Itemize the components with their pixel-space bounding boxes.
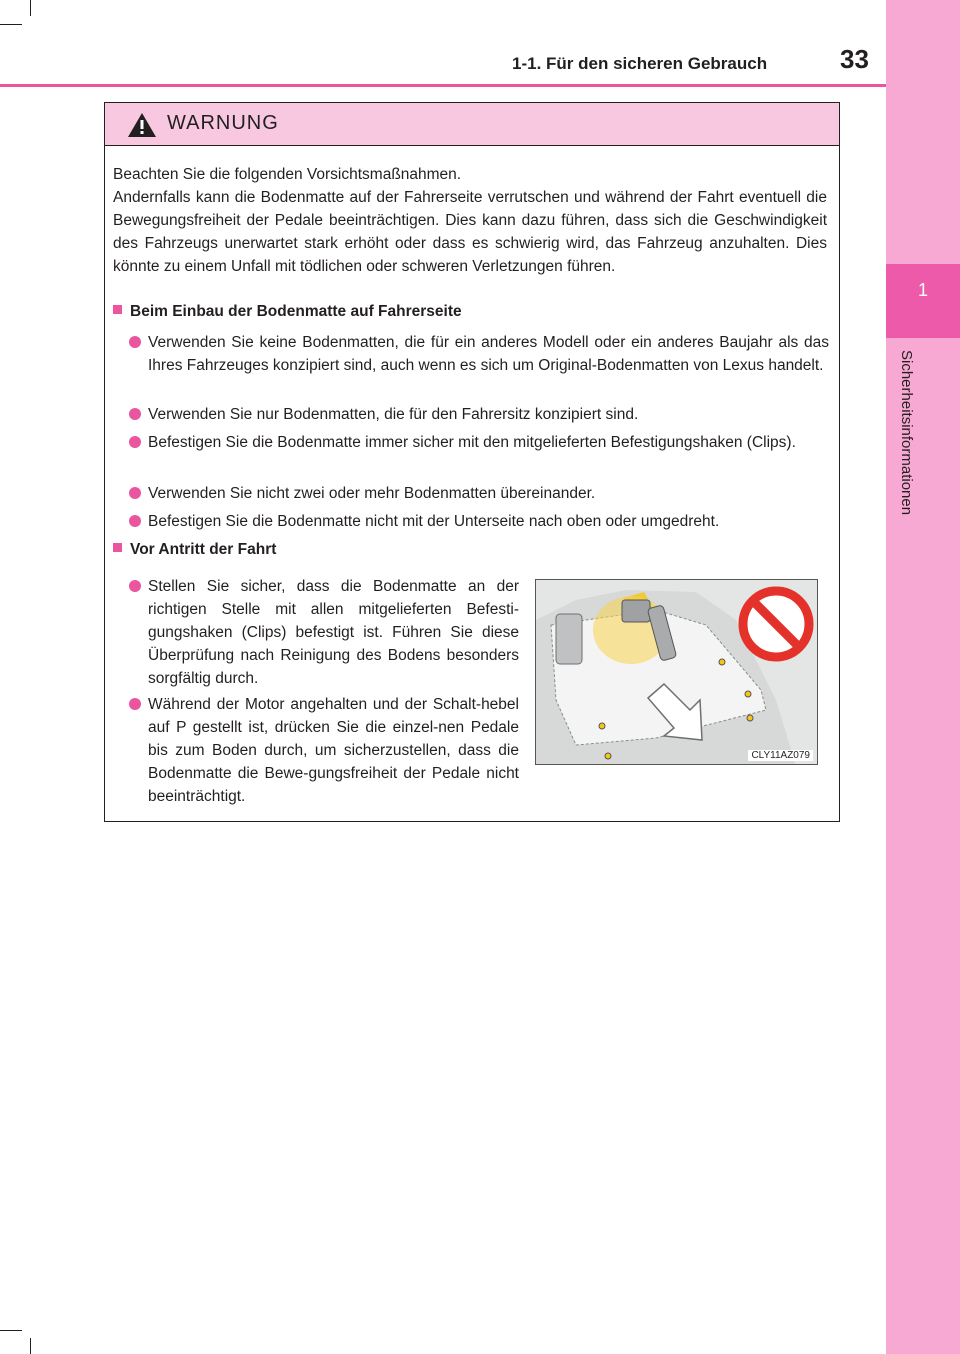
- bullet-dot-icon: [129, 698, 141, 710]
- list-item: Verwenden Sie nicht zwei oder mehr Bodenmatten übereinander.: [129, 482, 829, 505]
- header-rule: [0, 84, 886, 87]
- floor-mat-drawing: [536, 580, 818, 765]
- crop-mark: [30, 0, 31, 16]
- no-symbol-icon: [743, 591, 809, 657]
- list-item: Verwenden Sie nur Bodenmatten, die für den Fahrersitz konzipiert sind.: [129, 403, 829, 426]
- list-item: Stellen Sie sicher, dass die Bodenmatte an der richtigen Stelle mit allen mitgelieferten Befesti-gungshaken (Clips) befestigt ist. Führen Sie diese Überprüfung nach Reinigung des Bodens besonders sorgfältig durch.: [129, 575, 519, 690]
- list-item: Während der Motor angehalten und der Schalt-hebel auf P gestellt ist, drücken Sie die einzel-nen Pedale bis zum Boden durch, um sicherzustellen, dass die Bodenmatte die Bewe-gungsfreiheit der Pedale nicht beeinträchtigt.: [129, 693, 519, 808]
- bullet-dot-icon: [129, 436, 141, 448]
- warning-triangle-icon: [127, 111, 157, 139]
- bullet-dot-icon: [129, 580, 141, 592]
- chapter-tab-active: [886, 264, 960, 338]
- warning-header: [105, 103, 839, 146]
- section-heading: Beim Einbau der Bodenmatte auf Fahrerseite: [113, 303, 462, 321]
- square-bullet-icon: [113, 305, 122, 314]
- bullet-dot-icon: [129, 408, 141, 420]
- warning-box: [104, 102, 840, 822]
- bullet-dot-icon: [129, 336, 141, 348]
- illustration-code: CLY11AZ079: [748, 750, 813, 761]
- list-item: Befestigen Sie die Bodenmatte nicht mit der Unterseite nach oben oder umgedreht.: [129, 510, 829, 533]
- list-item: Verwenden Sie keine Bodenmatten, die für ein anderes Modell oder ein anderes Baujahr als das Ihres Fahrzeuges konzipiert sind, auch wenn es sich um Original-Bodenmatten von Lexus handelt.: [129, 331, 829, 377]
- chapter-side-tab: [886, 0, 960, 1354]
- floor-mat-illustration: [535, 579, 818, 765]
- crop-mark: [0, 24, 22, 25]
- square-bullet-icon: [113, 543, 122, 552]
- warning-title: WARNUNG: [167, 112, 279, 134]
- section-title: 1-1. Für den sicheren Gebrauch: [512, 54, 768, 73]
- section-heading: Vor Antritt der Fahrt: [113, 541, 276, 559]
- bullet-dot-icon: [129, 515, 141, 527]
- warning-intro: Beachten Sie die folgenden Vorsichtsmaßnahmen. Andernfalls kann die Bodenmatte auf der Fahrerseite verrutschen und während der Fahrt eventuell die Bewegungsfreiheit der Pedale beeinträchtigen. Dies kann dazu führen, dass sich die Geschwindigkeit des Fahrzeugs unerwartet stark erhöht oder dass es schwierig wird, das Fahrzeug anzuhalten. Dies könnte zu einem Unfall mit tödlichen oder schweren Verletzungen führen.: [113, 166, 827, 275]
- page-number: 33: [840, 44, 869, 74]
- chapter-number: 1: [917, 280, 928, 300]
- crop-mark: [30, 1338, 31, 1354]
- bullet-dot-icon: [129, 487, 141, 499]
- chapter-label: Sicherheitsinformationen: [898, 350, 915, 516]
- crop-mark: [0, 1330, 22, 1331]
- list-item: Befestigen Sie die Bodenmatte immer sicher mit den mitgelieferten Befestigungshaken (Clips).: [129, 431, 829, 454]
